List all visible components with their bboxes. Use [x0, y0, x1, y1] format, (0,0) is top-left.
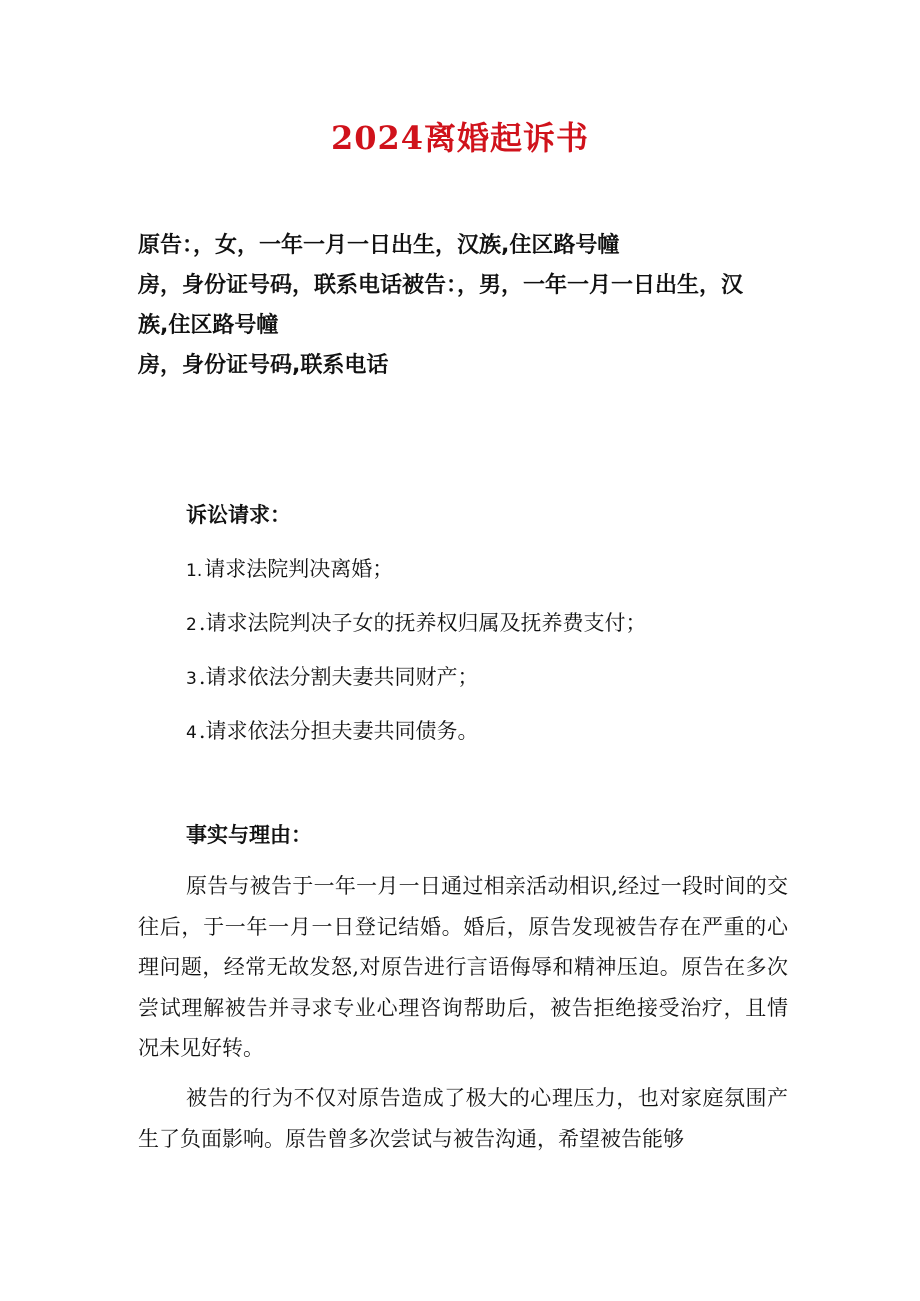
facts-paragraph: 原告与被告于一年一月一日通过相亲活动相识,经过一段时间的交往后，于一年一月一日登记结婚。婚后，原告发现被告存在严重的心理问题，经常无故发怒,对原告进行言语侮辱和精神压迫。原告在多次尝试理解被告并寻求专业心理咨询帮助后，被告拒绝接受治疗，且情况未见好转。	[138, 874, 788, 1060]
parties-line: 房，身份证号码，联系电话被告：，男，一年一月一日出生，汉	[138, 273, 744, 298]
claim-item-4	[186, 716, 479, 748]
facts-heading: 事实与理由：	[186, 823, 312, 847]
parties-line: 原告：，女，一年一月一日出生，汉族,住区路号幢	[138, 233, 620, 258]
claim-number: 1.	[186, 561, 203, 581]
claim-text: 请求法院判决离婚；	[204, 557, 394, 581]
claim-text: .请求依法分担夫妻共同债务。	[198, 719, 479, 743]
claim-item-2	[186, 608, 647, 640]
parties-line: 房，身份证号码,联系电话	[138, 353, 389, 378]
parties-block	[138, 226, 788, 386]
claim-item-3	[186, 662, 479, 694]
claim-number: 4	[186, 723, 197, 743]
claim-text: .请求依法分割夫妻共同财产；	[198, 665, 479, 689]
parties-line: 族,住区路号幢	[138, 313, 279, 338]
claim-text: .请求法院判决子女的抚养权归属及抚养费支付；	[198, 611, 647, 635]
document-title: 2024离婚起诉书	[330, 119, 590, 157]
claim-number: 2	[186, 615, 197, 635]
claim-number: 3	[186, 669, 197, 689]
claims-heading: 诉讼请求：	[186, 503, 291, 527]
claim-item-1	[186, 554, 393, 586]
facts-paragraph: 被告的行为不仅对原告造成了极大的心理压力，也对家庭氛围产生了负面影响。原告曾多次尝试与被告沟通，希望被告能够	[138, 1086, 788, 1151]
